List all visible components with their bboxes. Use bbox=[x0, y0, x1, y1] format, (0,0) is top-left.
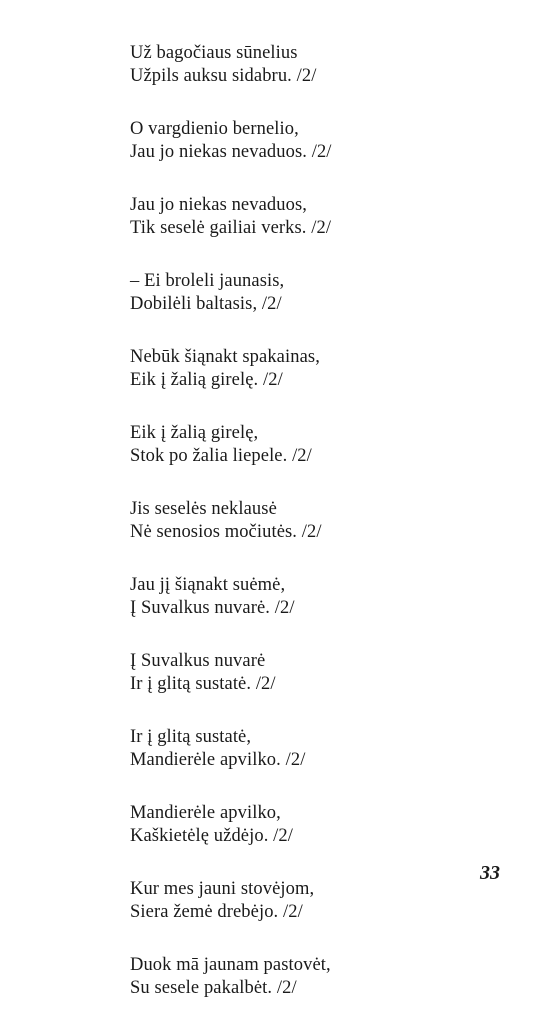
poem-line: Jis seselės neklausė bbox=[130, 499, 277, 519]
poem-line: Nė senosios močiutės. /2/ bbox=[130, 522, 322, 542]
poem-line: Dobilėli baltasis, /2/ bbox=[130, 294, 282, 314]
stanza bbox=[130, 954, 490, 1000]
stanza bbox=[130, 878, 490, 924]
poem-line: Jau jo niekas nevaduos, bbox=[130, 195, 307, 215]
stanza bbox=[130, 42, 490, 88]
poem-line: Į Suvalkus nuvarė. /2/ bbox=[130, 598, 295, 618]
page-number: 33 bbox=[480, 862, 500, 884]
poem-line: Su sesele pakalbėt. /2/ bbox=[130, 978, 297, 998]
poem-line: Užpils auksu sidabru. /2/ bbox=[130, 66, 317, 86]
poem-line: Kaškietėlę uždėjo. /2/ bbox=[130, 826, 293, 846]
stanza bbox=[130, 802, 490, 848]
stanza bbox=[130, 346, 490, 392]
poem-line: Nebūk šiąnakt spakainas, bbox=[130, 347, 320, 367]
poem-text bbox=[130, 42, 490, 1030]
stanza bbox=[130, 270, 490, 316]
poem-line: Mandierėle apvilko, bbox=[130, 803, 281, 823]
poem-line: Siera žemė drebėjo. /2/ bbox=[130, 902, 303, 922]
poem-line: Į Suvalkus nuvarė bbox=[130, 651, 266, 671]
poem-line: Už bagočiaus sūnelius bbox=[130, 43, 298, 63]
poem-line: Stok po žalia liepele. /2/ bbox=[130, 446, 312, 466]
poem-line: Tik seselė gailiai verks. /2/ bbox=[130, 218, 332, 238]
stanza bbox=[130, 650, 490, 696]
poem-line: Ir į glitą sustatė. /2/ bbox=[130, 674, 276, 694]
stanza bbox=[130, 422, 490, 468]
poem-line: Duok mā jaunam pastovėt, bbox=[130, 955, 331, 975]
stanza bbox=[130, 118, 490, 164]
poem-line: Kur mes jauni stovėjom, bbox=[130, 879, 315, 899]
poem-line: Eik į žalią girelę, bbox=[130, 423, 259, 443]
poem-line: O vargdienio bernelio, bbox=[130, 119, 299, 139]
poem-line: Mandierėle apvilko. /2/ bbox=[130, 750, 306, 770]
poem-line: Eik į žalią girelę. /2/ bbox=[130, 370, 283, 390]
stanza bbox=[130, 498, 490, 544]
poem-line: Ir į glitą sustatė, bbox=[130, 727, 252, 747]
stanza bbox=[130, 726, 490, 772]
stanza bbox=[130, 194, 490, 240]
poem-line: Jau jo niekas nevaduos. /2/ bbox=[130, 142, 332, 162]
poem-line: – Ei broleli jaunasis, bbox=[130, 271, 285, 291]
stanza bbox=[130, 574, 490, 620]
poem-line: Jau jį šiąnakt suėmė, bbox=[130, 575, 286, 595]
